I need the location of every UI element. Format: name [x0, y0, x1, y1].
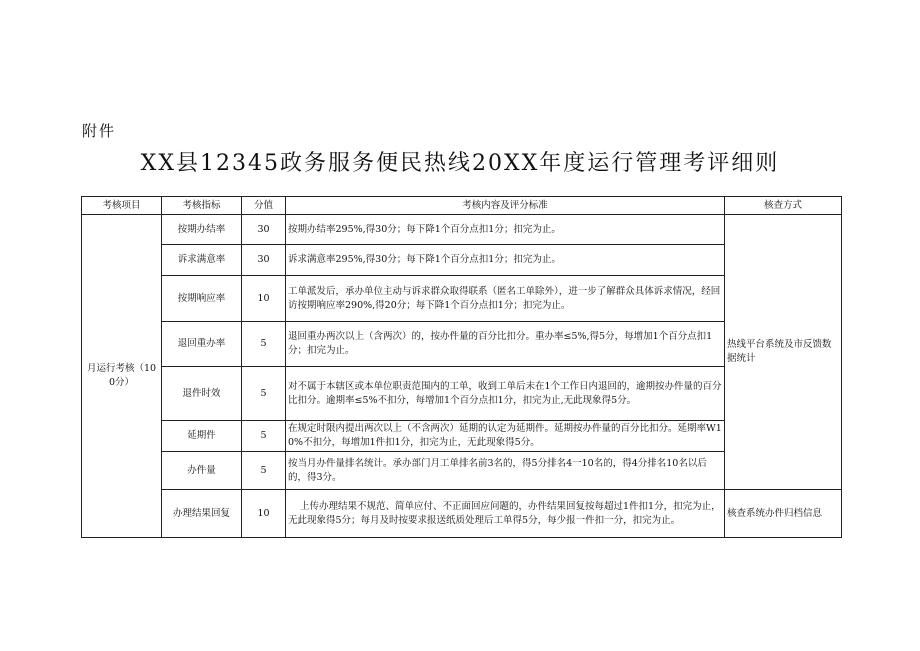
header-category: 考核项目: [82, 197, 162, 215]
category-cell: 月运行考核（100分）: [82, 215, 162, 538]
evaluation-table: [81, 196, 842, 538]
criteria-cell: 退回重办两次以上（含两次）的，按办件量的百分比扣分。重办率≤5%,得5分，每增加1个百分点扣1分；扣完为止。: [286, 322, 725, 367]
score-cell: 5: [242, 322, 286, 367]
document-title: XX县12345政务服务便民热线20XX年度运行管理考评细则: [140, 151, 780, 176]
score-cell: 10: [242, 490, 286, 538]
indicator-cell: 办理结果回复: [162, 490, 242, 538]
indicator-cell: 延期件: [162, 421, 242, 452]
score-cell: 30: [242, 215, 286, 245]
score-cell: 30: [242, 245, 286, 276]
criteria-cell: 上传办理结果不规范、简单应付、不正面回应问题的，办件结果回复按每超过1件扣1分，扣完为止，无此现象得5分；每月及时按要求报送纸质处理后工单得5分，每少报一件扣一分，扣完为止。: [286, 490, 725, 538]
criteria-cell: 在规定时限内提出两次以上（不含两次）延期的认定为延期件。延期按办件量的百分比扣分。延期率W10%不扣分，每增加1件扣1分，扣完为止，无此现象得5分。: [286, 421, 725, 452]
criteria-cell: 工单派发后，承办单位主动与诉求群众取得联系（匿名工单除外），进一步了解群众具体诉求情况，经回访按期响应率290%,得20分；每下降1个百分点扣1分；扣完为止。: [286, 276, 725, 322]
score-cell: 10: [242, 276, 286, 322]
indicator-cell: 退件时效: [162, 367, 242, 421]
criteria-cell: 对不属于本辖区或本单位职责范围内的工单，收到工单后未在1个工作日内退回的，逾期按办件量的百分比扣分。逾期率≤5%不扣分，每增加1个百分点扣1分，扣完为止,无此现象得5分。: [286, 367, 725, 421]
method-cell: 热线平台系统及市反馈数据统计: [725, 215, 842, 490]
indicator-cell: 办件量: [162, 452, 242, 490]
header-score: 分值: [242, 197, 286, 215]
indicator-cell: 诉求满意率: [162, 245, 242, 276]
indicator-cell: 按期响应率: [162, 276, 242, 322]
indicator-cell: 按期办结率: [162, 215, 242, 245]
method-cell: 核查系统办件归档信息: [725, 490, 842, 538]
indicator-cell: 退回重办率: [162, 322, 242, 367]
criteria-cell: 诉求满意率295%,得30分；每下降1个百分点扣1分；扣完为止。: [286, 245, 725, 276]
score-cell: 5: [242, 421, 286, 452]
header-method: 核查方式: [725, 197, 842, 215]
score-cell: 5: [242, 367, 286, 421]
header-indicator: 考核指标: [162, 197, 242, 215]
table-row: [82, 490, 842, 538]
criteria-cell: 按期办结率295%,得30分；每下降1个百分点扣1分；扣完为止。: [286, 215, 725, 245]
table-header-row: [82, 197, 842, 215]
score-cell: 5: [242, 452, 286, 490]
criteria-cell: 按当月办件量排名统计。承办部门月工单排名前3名的，得5分排名4一10名的，得4分排名10名以后的，得3分。: [286, 452, 725, 490]
table-row: [82, 215, 842, 245]
header-criteria: 考核内容及评分标准: [286, 197, 725, 215]
attachment-label: 附件: [82, 122, 117, 140]
